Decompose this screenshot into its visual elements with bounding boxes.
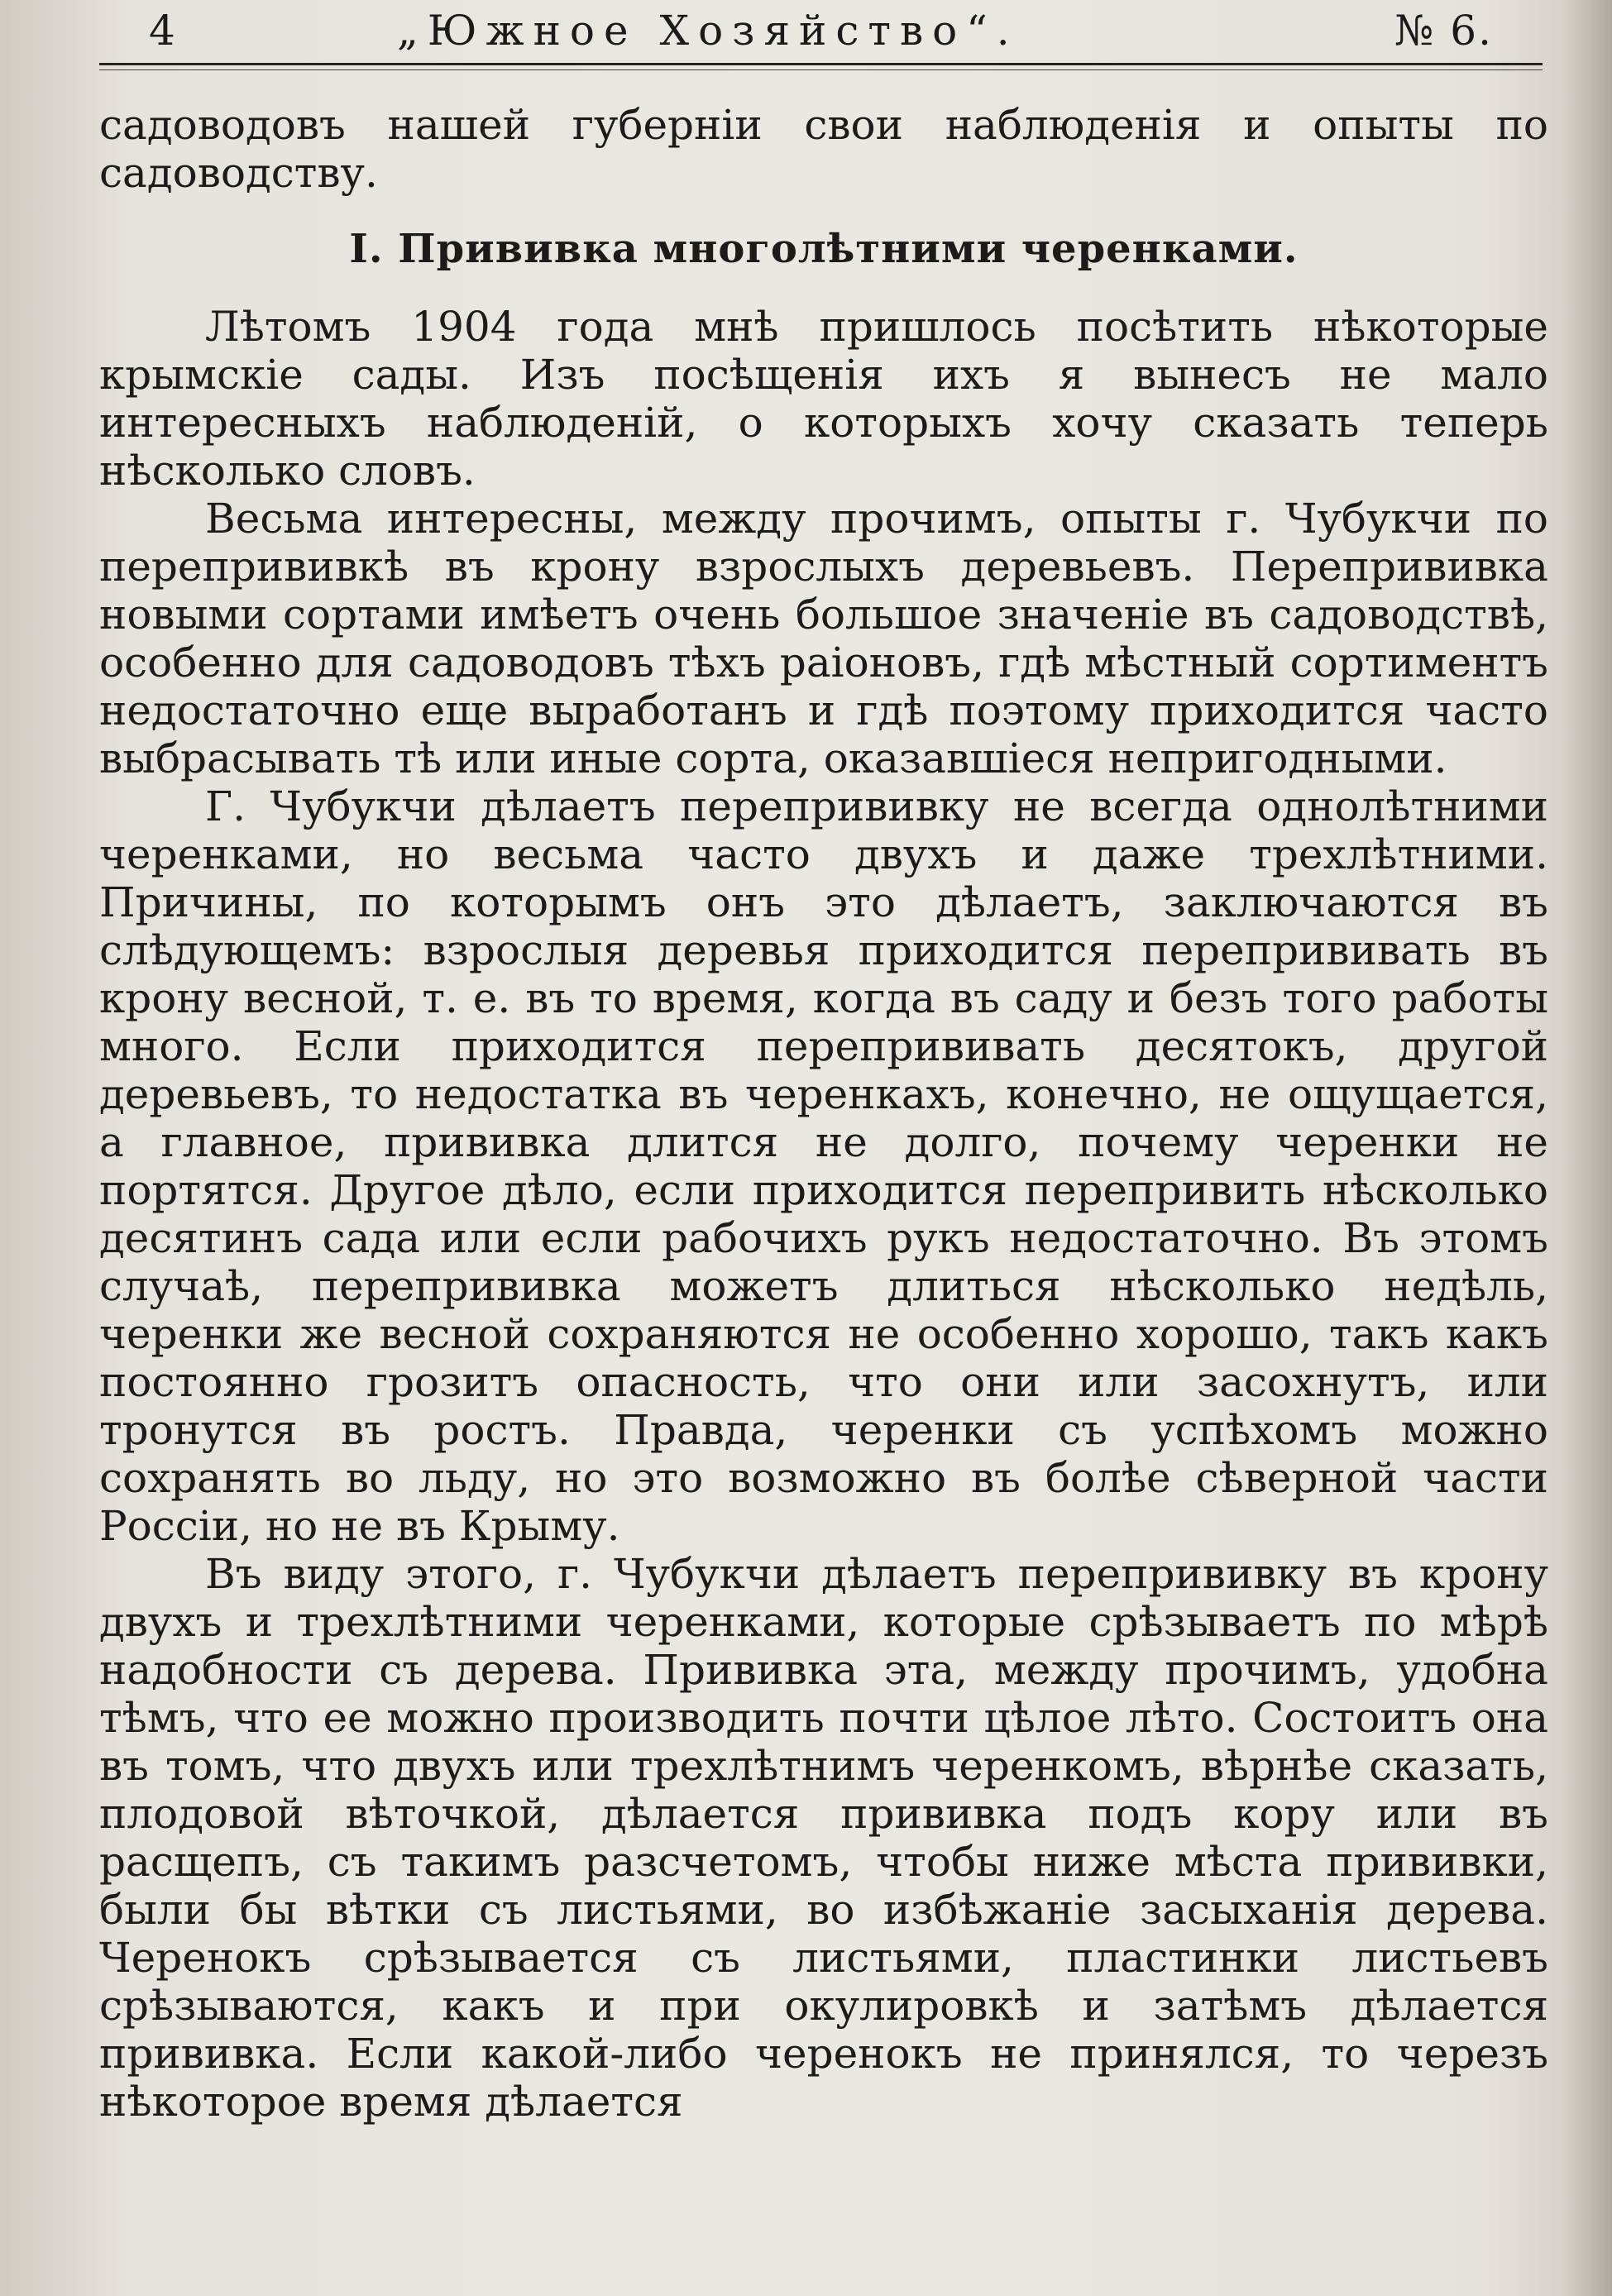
issue-number: № 6.: [1394, 7, 1493, 55]
journal-title: „Южное Хозяйство“.: [397, 7, 1019, 55]
header-rule-thick: [99, 63, 1543, 65]
intro-paragraph: садоводовъ нашей губерніи свои наблюденія и опыты по садоводству.: [99, 101, 1548, 197]
page-header: [99, 7, 1543, 65]
paragraph-1: Лѣтомъ 1904 года мнѣ пришлось посѣтить нѣкоторые крымскіе сады. Изъ посѣщенія ихъ я вынесъ не мало интересныхъ наблюденій, о которыхъ хочу сказать теперь нѣсколько словъ.: [99, 303, 1548, 495]
paragraph-2: Весьма интересны, между прочимъ, опыты г. Чубукчи по перепрививкѣ въ крону взрослыхъ деревьевъ. Перепрививка новыми сортами имѣетъ очень большое значеніе въ садоводствѣ, особенно для садоводовъ тѣхъ раіоновъ, гдѣ мѣстный сортиментъ недостаточно еще выработанъ и гдѣ поэтому приходится часто выбрасывать тѣ или иные сорта, оказавшіеся непригодными.: [99, 495, 1548, 782]
article-body: [99, 101, 1548, 2126]
page-edge-shadow: [1562, 0, 1612, 2296]
page-number: 4: [149, 7, 175, 55]
header-rule-thin: [99, 69, 1543, 70]
paragraph-3: Г. Чубукчи дѣлаетъ перепрививку не всегда однолѣтними черенками, но весьма часто двухъ и даже трехлѣтними. Причины, по которымъ онъ это дѣлаетъ, заключаются въ слѣдующемъ: взрослыя деревья приходится перепрививать въ крону весной, т. е. въ то время, когда въ саду и безъ того работы много. Если приходится перепрививать десятокъ, другой деревьевъ, то недостатка въ черенкахъ, конечно, не ощущается, а главное, прививка длится не долго, почему черенки не портятся. Другое дѣло, если приходится перепривить нѣсколько десятинъ сада или если рабочихъ рукъ недостаточно. Въ этомъ случаѣ, перепрививка можетъ длиться нѣсколько недѣль, черенки же весной сохраняются не особенно хорошо, такъ какъ постоянно грозитъ опасность, что они или засохнутъ, или тронутся въ ростъ. Правда, черенки съ успѣхомъ можно сохранять во льду, но это возможно въ болѣе сѣверной части Россіи, но не въ Крыму.: [99, 782, 1548, 1550]
paragraph-4: Въ виду этого, г. Чубукчи дѣлаетъ перепрививку въ крону двухъ и трехлѣтними черенками, которые срѣзываетъ по мѣрѣ надобности съ дерева. Прививка эта, между прочимъ, удобна тѣмъ, что ее можно производить почти цѣлое лѣто. Состоитъ она въ томъ, что двухъ или трехлѣтнимъ черенкомъ, вѣрнѣе сказать, плодовой вѣточкой, дѣлается прививка подъ кору или въ расщепъ, съ такимъ разсчетомъ, чтобы ниже мѣста прививки, были бы вѣтки съ листьями, во избѣжаніе засыханія дерева. Черенокъ срѣзывается съ листьями, пластинки листьевъ срѣзываются, какъ и при окулировкѣ и затѣмъ дѣлается прививка. Если какой-либо черенокъ не принялся, то черезъ нѣкоторое время дѣлается: [99, 1550, 1548, 2126]
section-title: I. Прививка многолѣтними черенками.: [349, 226, 1299, 272]
